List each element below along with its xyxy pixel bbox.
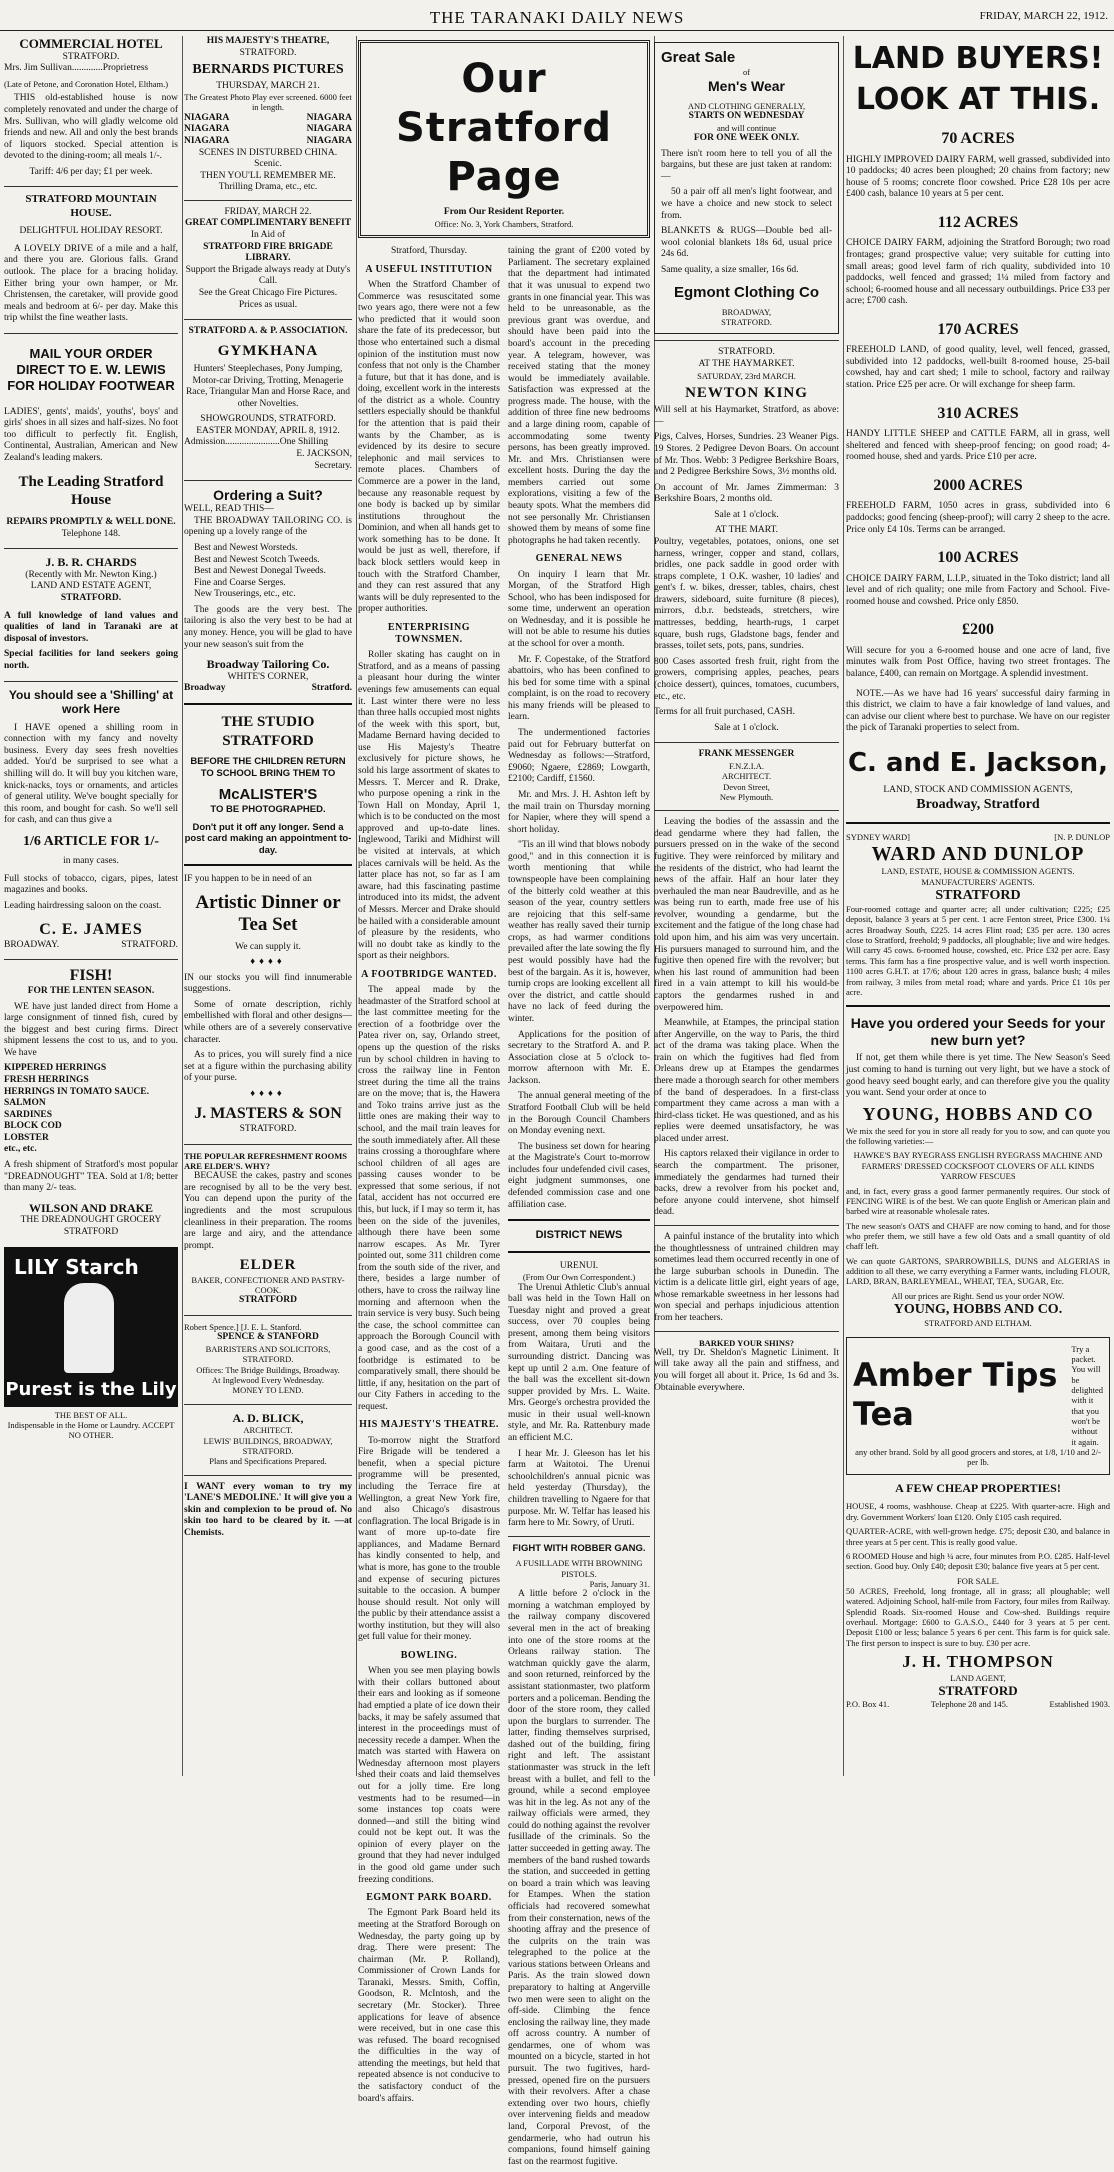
thompson-ad: [846, 1481, 1110, 1710]
headline: BOWLING.: [400, 1650, 458, 1662]
lewis-repairs: REPAIRS PROMPTLY & WELL DONE.: [6, 517, 176, 528]
elder-town: STRATFORD: [239, 1295, 297, 1306]
tips-foot: any other brand. Sold by all good grocers and stores, at 1/8, 1/10 and 2/- per lb.: [855, 1447, 1101, 1468]
jackson-address: Broadway, Stratford: [916, 797, 1040, 813]
article-body: The undermentioned factories paid out for February butterfat on Wednesday as follows:—Stratford, £9060; Ngaere, £2869; Lowgarth, £2100; Cardiff, £1560.: [508, 728, 650, 785]
young-name-footer: YOUNG, HOBBS AND CO.: [893, 1302, 1063, 1318]
masthead: [0, 0, 1114, 31]
lily-slogan: Purest is the Lily: [5, 1378, 177, 1400]
theatre-town: STRATFORD.: [239, 47, 297, 58]
mountain-house-sub: DELIGHTFUL HOLIDAY RESORT.: [19, 226, 163, 237]
thompson-town: STRATFORD: [938, 1683, 1018, 1699]
urenui-heading: URENUI.: [559, 1260, 599, 1271]
headline: A USEFUL INSTITUTION: [365, 263, 493, 275]
shilling-price: 1/6 ARTICLE FOR 1/-: [22, 833, 160, 849]
acres-body: FREEHOLD LAND, of good quality, level, well fenced, grassed, subdivided into 12 paddocks, well-built 8-roomed house, 25-bail cowshed, hay and cart shed; 1 mile to school, factory and railway station. Price £25 per acre. Or will exchange for sheep farm.: [846, 345, 1110, 391]
young-more: and, in fact, every grass a good farmer permanently requires. Our stock of FENCING WIRE is of the best. We can quote English or American plain and barbed wire at reasonable wholesale rates.: [846, 1185, 1110, 1217]
urenui-from: (From Our Own Correspondent.): [522, 1272, 636, 1283]
blick-name: A. D. BLICK,: [232, 1410, 304, 1425]
suit-body2: The goods are the very best. The tailoring is also the very best to be had at any money. Hence, you will be glad to have your new season's suit from the: [184, 604, 352, 650]
elder-ad: [184, 1151, 352, 1307]
newspaper-title: THE TARANAKI DAILY NEWS: [429, 8, 685, 27]
acres-body: FREEHOLD FARM, 1050 acres in grass, subdivided into 6 paddocks; good fencing (sheep-proof); will carry 2 sheep to the acre. Price only £4 10s. Terms can be arranged.: [846, 501, 1110, 535]
suit-corner: WHITE'S CORNER,: [227, 671, 309, 682]
blick-plans: Plans and Specifications Prepared.: [209, 1456, 327, 1467]
fish-item: LOBSTER: [4, 1132, 49, 1143]
article-continued: Meanwhile, at Etampes, the principal station after Angerville, on the way to Paris, the third act of the drama was taking place. When the train on which the fugitives had fled from Orleans drew up at Etampes the gendarmes there made a thorough search for other members of the band of desperadoes. In a first-class compartment they came across a man with a third-class ticket. He was questioned, and as his replies were deemed unsatisfactory, he was placed under arrest.: [654, 1018, 839, 1144]
thompson-role: LAND AGENT,: [950, 1672, 1006, 1683]
lewis-body: LADIES', gents', maids', youths', boys' and girls' shoes in all sizes and half-sizes. No foot too difficult to perfectly fit. English, Continental, Australian, American and New Zealand's leading makers.: [4, 406, 178, 463]
spence-money: MONEY TO LEND.: [232, 1385, 304, 1396]
acres-heading: 112 ACRES: [937, 213, 1019, 231]
price-body: Will secure for you a 6-roomed house and one acre of land, five minutes walk from Post Office, having two street frontages. The balance, £400, can remain on Mortgage. A splendid investment.: [846, 645, 1110, 680]
article-body: The business set down for hearing at the Magistrate's Court to-morrow includes four undefended civil cases, eight judgment summonses, one defended commission case and one affiliation case.: [508, 1141, 650, 1210]
suit-list-item: Best and Newest Scotch Tweeds.: [194, 554, 320, 565]
mountain-house-body: A LOVELY DRIVE of a mile and a half, and there you are. Glorious falls. Grand outlook. The place for a bracing holiday. Either bring your own hamper, or Mr. Christensen, the caretaker, will provide good meals and bedroom at 6/- per day. Make this trip whilst the fine weather lasts.: [4, 243, 178, 324]
king-fruit: 800 Cases assorted fresh fruit, right from the growers, comprising apples, peaches, pears (choice dessert), quinces, tomatoes, cucumbers, etc., etc.: [654, 656, 839, 702]
great-sale-ad: [654, 42, 839, 334]
niagara-label: NIAGARA: [184, 124, 230, 135]
studio-name: McALISTER'S: [218, 785, 318, 803]
benefit-date: FRIDAY, MARCH 22.: [224, 206, 312, 217]
egmont-name: Egmont Clothing Co: [674, 284, 819, 302]
newton-king-ad: [654, 347, 839, 734]
studio-title: THE STUDIO STRATFORD: [221, 713, 315, 749]
issue-date: FRIDAY, MARCH 22, 1912.: [979, 10, 1108, 22]
tailoring-ad: [184, 487, 352, 695]
article-body: The annual general meeting of the Stratford Football Club will be held in the Borough Council Chambers on Monday evening next.: [508, 1091, 650, 1137]
article-body: The appeal made by the headmaster of the Stratford school at the last committee meeting for the erection of a footbridge over the Patea river on, say, Orlando street, opens up the question of the risks run by school children in having to cross the railway line in Fenton street during the time all the trains are on the move; that is, the Hawera and Toko trains arrive just as the little ones are making their way to school, and the mail train leaves for the south immediately after. All these trains crossing a thoroughfare where school children of all ages are passing causes wonder to be expressed that some serious, if not fatal, accident has not occurred ere this, but luck, if I may so term it, has been on the side of the juveniles, although there have been some narrow escapes. As Mr. Tyrer pointed out, some 311 children come from the south side of the river, and there, besides a large number of others, have to cross the railway line morning and afternoon when the train service is very busy. Such being the case, the school committee can approach the Borough Council with a good case, and as the cost of a footbridge is estimated to be comparatively small, there should be little, if any, hesitation on the part of our City Fathers in acceding to the request.: [358, 985, 500, 1412]
king-town: STRATFORD.: [718, 347, 775, 358]
article-body: "Tis an ill wind that blows nobody good," and in this connection it is worth mentioning that while townspeople have been complaining of the bitterly cold weather at this season of the year, country settlers are rejoicing that this self-same weather has really saved their turnip crops, as had warmer conditions prevailed after the late sowing the fly pest would possibly have had the best of the bargain. As it is, however, turnip crops are looking excellent all over the district, and cattle should have no lack of feed during the winter.: [508, 840, 650, 1024]
ward-dunlop-ad: [846, 832, 1110, 998]
elder-top: THE POPULAR REFRESHMENT ROOMS ARE ELDER'S. WHY?: [184, 1150, 348, 1171]
app-association-title: STRATFORD A. & P. ASSOCIATION.: [188, 326, 348, 337]
benefit-brigade: STRATFORD FIRE BRIGADE LIBRARY.: [203, 241, 333, 264]
urenui-body2: I hear Mr. J. Gleeson has let his farm at Waitotoi. The Urenui schoolchildren's annual picnic was held yesterday (Thursday), the children travelling to Ngaere for that purpose. Mr. W. Telfar has leased his farm here to Mr. Sowry, of Uruti.: [508, 1448, 650, 1529]
gymkhana-grounds: SHOWGROUNDS, STRATFORD.: [200, 414, 336, 425]
headline: GENERAL NEWS: [535, 553, 623, 565]
headline: ENTERPRISING TOWNSMEN.: [387, 621, 471, 646]
column-1: [4, 36, 183, 1776]
shilling-title: You should see a 'Shilling' at work Here: [8, 687, 174, 717]
messenger-quals: F.N.Z.I.A.: [729, 760, 764, 771]
king-date: SATURDAY, 23rd MARCH.: [697, 370, 796, 381]
young-hobbs-ad: [846, 1015, 1110, 1328]
suit-list-item: Fine and Coarse Serges.: [194, 577, 286, 588]
elder-body: BECAUSE the cakes, pastry and scones are recognised by all to be the very best. You can depend upon the purity of the ingredients and the most scrupulous cleanliness in their preparation. The rooms are large and airy, and the attendance prompt.: [184, 1171, 352, 1251]
lily-figure-illustration: [64, 1283, 114, 1373]
thrilling-drama: Thrilling Drama, etc., etc.: [218, 182, 318, 193]
jackson-note: NOTE.—As we have had 16 years' successful dairy farming in this district, we claim to have a fair knowledge of land values, and can advise our client where best to purchase. We have on our register the pick of Taranaki properties to select from.: [846, 688, 1110, 734]
headline: A FOOTBRIDGE WANTED.: [361, 968, 497, 980]
chards-ad: [4, 555, 178, 672]
wd-name: WARD AND DUNLOP: [871, 842, 1085, 865]
price-heading: £200: [962, 621, 994, 639]
dinner-prices: As to prices, you will surely find a nice set at a figure within the purchasing ability of your purse.: [184, 1050, 352, 1084]
hotel-proprietress: Mrs. Jim Sullivan.............Proprietress: [4, 63, 149, 74]
chards-body: A full knowledge of land values and qualities of land in Taranaki are at disposal of investors.: [4, 610, 178, 644]
niagara-grid: [184, 113, 352, 148]
headline: HIS MAJESTY'S THEATRE.: [359, 1419, 499, 1431]
article-body: The Egmont Park Board held its meeting at the Stratford Borough on Wednesday, the party going up by drag. There were present: The chairman (Mr. P. Rolland), Commissioner of Crown Lands for Taranaki, Messrs. Smith, Coffin, Goodson, R. McIntosh, and the secretary (Mr. Stocker). Three applications for leave of absence were received, but in one case this was refused. The board recognised the difficulties in the way of attending the meetings, but held that repeated absence is not conducive to the satisfactory conduct of the board's affairs.: [358, 1908, 500, 2104]
king-name: NEWTON KING: [685, 384, 808, 401]
fish-body: WE have just landed direct from Home a large consignment of tinned fish, cured by the biggest and best curing firms. Direct shipment lessens the cost to us, and to you. We have: [4, 1001, 178, 1058]
lewis-title: MAIL YOUR ORDER DIRECT TO E. W. LEWIS FOR HOLIDAY FOOTWEAR: [7, 345, 175, 394]
gymkhana-ad: [184, 326, 352, 472]
article-continued: His captors relaxed their vigilance in order to search the compartment. The prisoner, immediately the gendarmes had turned their backs, drew a revolver from his pocket and, before anyone could intervene, shot himself dead.: [654, 1149, 839, 1218]
lily-foot: Indispensable in the Home or Laundry. ACCEPT NO OTHER.: [7, 1419, 175, 1441]
studio-body: BEFORE THE CHILDREN RETURN TO SCHOOL BRING THEM TO: [190, 756, 346, 780]
shilling-more: Full stocks of tobacco, cigars, pipes, latest magazines and books.: [4, 873, 178, 896]
chards-sub: (Recently with Mr. Newton King.): [25, 569, 157, 580]
fish-ad: [4, 966, 178, 1238]
article-body: Mr. and Mrs. J. H. Ashton left by the mail train on Thursday morning for Napier, where they will spend a short holiday.: [508, 789, 650, 835]
fish-sub: FOR THE LENTEN SEASON.: [27, 985, 155, 996]
article-body: To-morrow night the Stratford Fire Brigade will be tendered a benefit, when a special picture programme will be presented, including the Terrace fire at Wellington, a great New York fire, and also Chicago's disastrous conflagration. The local Brigade is in want of more up-to-date fire appliances, and Madame Bernard has kindly consented to help, and what is more, has gone to the trouble and expense of securing pictures suitable to the occasion. A bumper house should result. Not only will the public by their attendance assist a worthy institution, but they will also get full value for their money.: [358, 1435, 500, 1643]
suit-list-item: New Trouserings, etc., etc.: [194, 589, 296, 600]
acres-heading: 2000 ACRES: [933, 476, 1023, 494]
lily-title: LILY Starch: [14, 1254, 139, 1279]
suit-list-item: Best and Newest Donegal Tweeds.: [194, 566, 326, 577]
fish-item: KIPPERED HERRINGS: [4, 1063, 107, 1074]
acres-body: HIGHLY IMPROVED DAIRY FARM, well grassed, subdivided into 10 paddocks; 40 acres been ploughed; 20 chains from factory; new house of 5 rooms; concrete floor cowshed. Price £28 10s per acre £400 cash, balance 10 years at 5 per cent.: [846, 154, 1110, 200]
messenger-ad: [654, 749, 839, 802]
cheap-item: 50 ACRES, Freehold, long frontage, all in grass; all ploughable; well watered. Adjoining School, half-mile from Factory, four miles from Railway. Splendid Roads. Six-roomed House and Cow-shed. Buildings require overhaul. Mortgage: £600 to G.A.S.O., £440 for 3 years at 5 per cent. Deposit £100 or less; balance 5 years 6 per cent. This farm is for quick sale. The first person to inspect is sure to buy. £30 per acre.: [846, 1585, 1110, 1648]
tips-side: Try a packet. You will be delighted with it that you won't be without it again.: [1071, 1343, 1104, 1447]
cheap-item: HOUSE, 4 rooms, washhouse. Cheap at £225. With quarter-acre. High and dry. Government Workers' loan £120. Only £105 cash required.: [846, 1501, 1110, 1522]
for-sale: FOR SALE.: [956, 1575, 1000, 1586]
article-continued: Leaving the bodies of the assassin and the dead gendarme where they had fallen, the pursuers pressed on in the wake of the second fugitive. They were reinforced by military and the residents of the district, who had learnt the news of the affair. Half an hour later they overhauled the man near Baudreville, and as he was being run to earth, made free use of his revolver, wounding a gendarme, but the excitement and the fatigue of the long chase had told upon him, and his aim was very uncertain. His pursuers managed to surround him, and the fugitive then opened fire with the revolver; but when his last round of ammunition had been fired in a vain attempt to kill his would-be captors the gendarmes rushed in and overpowered him.: [654, 817, 839, 1013]
acres-heading: 70 ACRES: [941, 130, 1015, 147]
suit-body: THE BROADWAY TAILORING CO. is opening up a lovely range of the: [184, 515, 352, 538]
messenger-town: New Plymouth.: [719, 791, 774, 802]
sale-mens-wear: Men's Wear: [708, 77, 785, 94]
spence-names: Robert Spence.] [J. E. L. Stanford.: [184, 1321, 302, 1332]
drake-sub: THE DREADNOUGHT GROCERY: [20, 1215, 162, 1226]
scenic: Scenic.: [254, 159, 282, 170]
banner-title: Our Stratford Page: [395, 56, 612, 200]
young-varieties: HAWKE'S BAY RYEGRASS ENGLISH RYEGRASS MACHINE AND FARMERS' DRESSED COCKSFOOT CLOVERS OF ALL KINDS YARROW FESCUES: [853, 1150, 1103, 1182]
mountain-house-ad: [4, 193, 178, 324]
lewis-house: The Leading Stratford House: [18, 473, 164, 508]
wd-body: Four-roomed cottage and quarter acre; all under cultivation; £225; £25 deposit, balance 3 years at 5 per cent. 1 acre Fenton street, Price £300. 1¼ acres Broadway South, £225. 14 acres Flint road; £35 per acre. 130 acres close to Stratford, freehold; 9 paddocks, all ploughable; live and wire hedges. Will carry 45 cows. 6-roomed house, cowshed, etc. Price £32 per acre. Easy terms. This farm has a fine prospective value, and is well worth inspection. 1100 acres G.H.T. at 17/6; about 120 acres in grass, balance bush; 4 miles from railway, 3 miles from metal road; whare and yards. Price £1 10s per acre.: [846, 904, 1110, 997]
hotel-town: STRATFORD.: [62, 51, 120, 62]
dinner-set-ad: IF you happen to be in need of an Artistic Dinner or Tea Set We can supply it. ♦♦♦♦ IN our stocks you will find innumerable suggestions. Some of ornate description, richly embellished with floral and other designs—while others are of a severely conservative character. As to prices, you will surely find a nice set at a figure within the purchasing ability of your purse. ♦♦♦♦ J. MASTERS & SON STRATFORD.: [184, 874, 352, 1134]
barked-title: BARKED YOUR SHINS?: [698, 1337, 795, 1348]
chards-title: J. B. R. CHARDS: [45, 555, 137, 570]
gymkhana-secretary-role: Secretary.: [314, 460, 352, 471]
gymkhana-date: EASTER MONDAY, APRIL 8, 1912.: [196, 425, 340, 436]
article-body: When you see men playing bowls with their collars buttoned about their ears and looking as if someone had emptied a plate of ice down their backs, it may be safely assumed that interest in the proceedings must of necessity recede a damper. When the match was started with Hawera on Wednesday afternoon most players shed their coats and laid themselves out for a jolly time. Ere long vestments had to be resumed—in some instances top coats were donned—and still the biting wind could not be kept out. It was the opinion of every player on the ground that they had never indulged in the good old game under such freezing conditions.: [358, 1666, 500, 1885]
bernards-title: BERNARDS PICTURES: [192, 62, 344, 78]
column-4: [654, 36, 844, 1776]
suit-town: Stratford.: [311, 683, 352, 694]
fish-title: FISH!: [69, 967, 113, 985]
sale-sub: AND CLOTHING GENERALLY,: [687, 100, 806, 111]
niagara-label: NIAGARA: [306, 124, 352, 135]
mountain-house-title: STRATFORD MOUNTAIN HOUSE.: [25, 193, 157, 219]
acres-body: CHOICE DAIRY FARM, adjoining the Stratford Borough; two road frontages; grand prospective value; very suitable for cutting into small areas; good level farm of rich quality, subdivided into 10 paddocks, well fenced and grassed; 1¼ miled from factory and school; 6-roomed house and all necessary outbuildings. Price £33 per acre; £700 cash.: [846, 238, 1110, 307]
theatre-title: HIS MAJESTY'S THEATRE,: [206, 36, 330, 46]
benefit-support: Support the Brigade always ready at Duty's Call.: [185, 264, 351, 287]
tips-title: Amber Tips Tea: [853, 1356, 1058, 1434]
chards-town: STRATFORD.: [60, 593, 122, 604]
article-body: A painful instance of the brutality into which the thoughtlessness of untrained children may sometimes lead them occurred recently in one of the large suburban schools in Dunedin. The victim is a delicate little girl, eight years of age, whose remarkable sweetness in her lessons had won special and perhaps injudicious attention from her teachers.: [654, 1231, 839, 1323]
hotel-late-of: (Late of Petone, and Coronation Hotel, Eltham.): [4, 79, 169, 90]
elder-sub: BAKER, CONFECTIONER AND PASTRY-COOK.: [191, 1274, 345, 1295]
king-zimmerman: On account of Mr. James Zimmerman: 3 Berkshire Boars, 2 months old.: [654, 482, 839, 505]
wd-role: LAND, ESTATE, HOUSE & COMMISSION AGENTS. MANUFACTURERS' AGENTS.: [881, 866, 1075, 887]
sale-body2: 50 a pair off all men's light footwear, and we have a choice and new stock to select from.: [661, 187, 832, 221]
thompson-box: P.O. Box 41.: [846, 1699, 890, 1710]
sale-starts: STARTS ON WEDNESDAY: [688, 111, 805, 122]
land-buyers-title: LAND BUYERS!: [852, 41, 1104, 76]
messenger-name: FRANK MESSENGER: [698, 749, 795, 760]
sale-body: There isn't room here to tell you of all the bargains, but these are just taken at random:—: [661, 148, 832, 182]
jackson-name: C. and E. Jackson,: [847, 747, 1109, 778]
thompson-tel: Telephone 28 and 145.: [930, 1699, 1009, 1710]
shilling-room-ad: [4, 688, 178, 952]
dinner-body: Some of ornate description, richly embellished with floral and other designs—while others are of a severely conservative character.: [184, 999, 352, 1045]
bernards-pictures-ad: [184, 36, 352, 311]
suit-broadway: Broadway: [184, 683, 226, 694]
studio-ad: [184, 713, 352, 856]
article-body: Applications for the position of secretary to the Stratford A. and P. Association close at 5 o'clock to-morrow afternoon with Mr. E. Jackson.: [508, 1029, 650, 1086]
messenger-street: Devon Street,: [723, 781, 770, 792]
fish-item: FRESH HERRINGS: [4, 1075, 89, 1085]
egmont-street: BROADWAY,: [721, 306, 772, 317]
news-left: [358, 246, 500, 2172]
gymkhana-secretary: E. JACKSON,: [296, 449, 352, 460]
district-news-heading: DISTRICT NEWS: [535, 1229, 623, 1242]
sale-title: Great Sale: [661, 49, 736, 66]
robber-sub: A FUSILLADE WITH BROWNING PISTOLS.: [515, 1558, 643, 1579]
cheap-item: QUARTER-ACRE, with well-grown hedge. £75; deposit £30, and balance in three years at 5 per cent. This is really good value.: [846, 1526, 1110, 1547]
james-street: BROADWAY.: [4, 939, 60, 950]
young-name: YOUNG, HOBBS AND CO: [862, 1103, 1094, 1124]
benefit-prices: Prices as usual.: [238, 299, 298, 310]
acres-heading: 100 ACRES: [937, 549, 1019, 567]
benefit-in-aid: In Aid of: [250, 230, 286, 241]
wd-town: STRATFORD: [935, 887, 1021, 903]
robber-title: FIGHT WITH ROBBER GANG.: [512, 1542, 646, 1554]
young-guano: We can quote GARTONS, SPARROWBILLS, DUNS and ALGERIAS in addition to all these, we carry everything a Farmer wants, including FLOUR, LARD, BRAN, BARLEYMEAL, WHEAT, TEA, SUGAR, Etc.: [846, 1255, 1110, 1287]
spence-inglewood: At Inglewood Every Wednesday.: [212, 1374, 324, 1385]
elder-name: ELDER: [239, 1257, 297, 1274]
dateline: Stratford, Thursday.: [391, 246, 467, 257]
niagara-label: NIAGARA: [184, 112, 230, 123]
king-sale-time: Sale at 1 o'clock.: [714, 722, 779, 733]
spence-office: Offices: The Bridge Buildings, Broadway.: [196, 1364, 340, 1375]
suit-list-item: Best and Newest Worsteds.: [194, 542, 298, 553]
fish-item: etc., etc.: [4, 1144, 37, 1155]
thompson-est: Established 1903.: [1049, 1699, 1110, 1710]
king-mart-body: Poultry, vegetables, potatoes, onions, one set harness, wringer, copper and stand, collars, bridles, one pack saddle in good order with straps complete, 1 O.K. washer, 10 ladies' and gent's f. w. bikes, dresser, tables, chairs, chest drawers, sideboard, suite furniture (8 pieces), mirrors, d.b.r. bedsteads, stretchers, wire mattresses, bedding, hearth-rugs, 1 carpet square, bush rugs, Gladstone bags, fender and brasses, toilet sets, pots, pans, sundries.: [654, 537, 839, 652]
young-prices: All our prices are Right. Send us your order NOW.: [891, 1290, 1065, 1301]
robber-date: Paris, January 31.: [589, 1578, 650, 1589]
young-mix: We mix the seed for you in store all ready for you to sow, and can quote you the following varieties:—: [846, 1125, 1110, 1147]
drake-name: WILSON AND DRAKE: [28, 1200, 154, 1215]
dinner-stocks: IN our stocks you will find innumerable suggestions.: [184, 972, 352, 995]
hotel-tariff: Tariff: 4/6 per day; £1 per week.: [29, 166, 153, 177]
barked-body: Well, try Dr. Sheldon's Magnetic Liniment. It will take away all the pain and stiffness, and you will forget all about it. Price, 1s 6d and 3s. Obtainable everywhere.: [654, 1347, 839, 1393]
china-scenes: SCENES IN DISTURBED CHINA.: [198, 147, 338, 158]
acres-body: HANDY LITTLE SHEEP and CATTLE FARM, all in grass, well sheltered and fenced with sheep-proof fencing; on good road; 4-roomed house, shed and yards. Price £10 per acre.: [846, 429, 1110, 463]
acres-body: CHOICE DAIRY FARM, L.I.P., situated in the Toko district; land all level and of rich quality; one mile from Factory and School. Five-roomed house and cowshed. Price only £850.: [846, 573, 1110, 607]
lily-best: THE BEST OF ALL.: [54, 1409, 128, 1420]
urenui-body: The Urenui Athletic Club's annual ball was held in the Town Hall on Tuesday night and proved a great success, over 70 couples being present, among them being visitors from Waitara, Uruti and the surrounding district. Dancing was kept up until 2 a.m. One feature of the ball was the excellent sit-down supper provided by Mrs. L. Waite. Mrs. George's orchestra provided the music in their usual well-known style, and Mr. Ra. Rattenbury made an efficient M.C.: [508, 1282, 650, 1444]
king-mart: AT THE MART.: [714, 525, 779, 536]
james-town: STRATFORD.: [121, 939, 178, 950]
fish-item: SARDINES: [4, 1109, 53, 1120]
fish-item: SALMON: [4, 1098, 46, 1109]
acres-heading: 170 ACRES: [937, 320, 1019, 338]
masters-name: J. MASTERS & SON: [194, 1105, 342, 1123]
niagara-label: NIAGARA: [306, 112, 352, 123]
king-will: Will sell at his Haymarket, Stratford, as above:—: [654, 405, 839, 427]
gymkhana-title: GYMKHANA: [217, 342, 319, 359]
suit-well: WELL, READ THIS—: [184, 504, 274, 515]
article-body: Roller skating has caught on in Stratford, and as a means of passing a pleasant hour during the winter evenings few amusements can equal it. Last winter there were no less than three halls occupied most nights of the week with this sport, but, Madame Bernard having decided to use His Majesty's Theatre exclusively for picture shows, he sold his large assortment of skates to Messrs. T. Mercer and R. Drake, who purpose opening a rink in the Town Hall on Monday, April 1, which is to be conducted on the most approved and up-to-date lines. Inglewood, Tariki and Midhirst will be visited at intervals, at which places carnivals will be held. As the latter place has not, so far as I am aware, had this fascinating pastime introduced into its midst, the advent of Messrs. Mercer and Drake should be hailed with a considerable amount of pleasure by the residents, who will no doubt take as kindly to the sport as their neighbors.: [358, 650, 500, 962]
spence-role: BARRISTERS AND SOLICITORS, STRATFORD.: [205, 1343, 331, 1365]
young-oats: The new season's OATS and CHAFF are now coming to hand, and for those who prefer them, we still have a few old Oats and a small quantity of old chaff left.: [846, 1220, 1110, 1252]
banner-office: Office: No. 3, York Chambers, Stratford.: [434, 218, 574, 229]
king-sale-time: Sale at 1 o'clock.: [714, 509, 779, 520]
king-list: Pigs, Calves, Horses, Sundries. 23 Weaner Pigs. 19 Stores. 2 Pedigree Devon Boars. On account of Mr. Thos. Webb: 3 Pedigree Berkshire Boars, and 2 Pedigree Berkshire Sows, 3½ months old.: [654, 432, 839, 478]
land-look-title: LOOK AT THIS.: [855, 81, 1101, 117]
blick-role: ARCHITECT.: [243, 1425, 293, 1436]
shilling-cases: in many cases.: [63, 856, 119, 867]
article-body: Mr. F. Copestake, of the Stratford abattoirs, who has been confined to his bed for some time with a spinal complaint, is on the road to recovery his many friends will be pleased to learn.: [508, 654, 650, 723]
young-town: STRATFORD AND ELTHAM.: [924, 1318, 1032, 1329]
cheap-title: A FEW CHEAP PROPERTIES!: [895, 1480, 1061, 1495]
studio-photo: TO BE PHOTOGRAPHED.: [210, 803, 326, 815]
headline: EGMONT PARK BOARD.: [366, 1892, 492, 1904]
niagara-label: NIAGARA: [306, 136, 352, 146]
shilling-body: I HAVE opened a shilling room in connection with my fancy and novelty business. Every day sees fresh novelties added. You'd be surprised to see what a shilling will do. It will buy you kitchen ware, knick-nacks, toys or ornaments, and articles of general utility. We've bought specially for this room, and bought for cash. So we'll sell for cash, and can thus give a: [4, 722, 178, 826]
suit-title: Ordering a Suit?: [213, 487, 323, 504]
fish-item: HERRINGS IN TOMATO SAUCE.: [4, 1086, 149, 1097]
sale-of: of: [742, 67, 751, 78]
sale-blankets: BLANKETS & RUGS—Double bed all-wool colonial blankets 18s 6d, usual price 24s 6d.: [661, 226, 832, 260]
chards-special: Special facilities for land seekers going north.: [4, 649, 178, 671]
lily-starch-ad: [4, 1247, 178, 1407]
remember-me: THEN YOU'LL REMEMBER ME.: [200, 170, 336, 181]
dinner-intro: IF you happen to be in need of an: [184, 874, 312, 885]
sale-continue: and will continue: [716, 122, 776, 133]
news-right: [508, 246, 650, 2172]
cheap-item: 6 ROOMED House and high ¼ acre, four minutes from P.O. £285. Half-level section. Good buy. Only £40; deposit £30; balance five years at 5 per cent.: [846, 1550, 1110, 1572]
spence-firm: SPENCE & STANFORD: [217, 1332, 319, 1343]
studio-cta: Don't put it off any longer. Send a post card making an appointment to-day.: [184, 821, 352, 856]
amber-tips-ad: [846, 1337, 1110, 1475]
jackson-role: LAND, STOCK AND COMMISSION AGENTS,: [883, 784, 1073, 795]
fish-item: BLOCK COD: [4, 1121, 62, 1132]
suit-company: Broadway Tailoring Co.: [206, 657, 330, 672]
thompson-name: J. H. THOMPSON: [902, 1652, 1054, 1672]
chards-role: LAND AND ESTATE AGENT,: [30, 581, 152, 592]
sale-singlets: Same quality, a size smaller, 16s 6d.: [661, 264, 799, 275]
commercial-hotel-ad: [4, 36, 178, 178]
article-body: When the Stratford Chamber of Commerce was resuscitated some two years ago, there were not a few who predicted that it would soon share the fate of its predecessor, but those who entertained such a dismal opinion of the institution must now confess that not only is the Chamber a future, but that it has done, and is doing, excellent work in the interests of the district as a whole. Country settlers especially should be thankful for the attention that is paid their wants by the Chamber, as is evidenced by its desire to secure telephonic and mail services to remote places. Chambers of Commerce are a power in the land, because any reasonable request by one body is backed up by similar institutions throughout the Dominion, and when all hands get to work something has to be done. It would be just as well, therefore, if back block settlers would keep in touch with the Stratford Chamber, and they can rest assured that any wants will be duly represented to the proper authorities.: [358, 280, 500, 615]
hotel-title: COMMERCIAL HOTEL: [19, 36, 163, 51]
lewis-footwear-ad: [4, 346, 178, 540]
masters-town: STRATFORD.: [239, 1123, 297, 1134]
column-3-stratford-page: [358, 36, 655, 2167]
fish-list: [4, 1063, 178, 1156]
seeds-body: If not, get them while there is yet time. The New Season's Seed just coming to hand is turning out very light, but we have a stock of good heavy seed bought early, and can therefore give you the quality you want. Send your order at once to: [846, 1053, 1110, 1099]
messenger-role: ARCHITECT.: [721, 771, 772, 782]
wd-right: [N. P. DUNLOP: [1054, 831, 1110, 842]
bernards-body: The Greatest Photo Play ever screened. 6000 feet in length.: [184, 92, 352, 113]
dinner-supply: We can supply it.: [235, 941, 301, 952]
king-terms: Terms for all fruit purchased, CASH.: [654, 707, 796, 718]
bernards-date: THURSDAY, MARCH 21.: [216, 80, 320, 91]
james-name: C. E. JAMES: [39, 921, 143, 939]
lewis-phone: Telephone 148.: [61, 528, 121, 539]
seeds-title: Have you ordered your Seeds for your new burn yet?: [850, 1015, 1106, 1049]
niagara-label: NIAGARA: [184, 136, 230, 146]
benefit-see: See the Great Chicago Fire Pictures.: [198, 287, 338, 298]
spence-stanford-ad: [184, 1322, 352, 1396]
suit-list: [194, 543, 352, 601]
wd-left: SYDNEY WARD]: [846, 831, 910, 842]
stratford-page-banner: [358, 40, 650, 238]
medoline-ad: I WANT every woman to try my 'LANE'S MEDOLINE.' It will give you a skin and complexion to be proud of. No skin too hard to be cleared by it. —at Chemists.: [184, 1481, 352, 1538]
article-body: taining the grant of £200 voted by Parliament. The secretary explained that the department had intimated that it was unusual to expend two grants in one financial year. This was held to be unreasonable, as the previous grant was overdue, and should have been paid into the board's account in the preceding year. A telegram, however, was received stating that the money would be immediately available. Satisfaction was expressed at the progress made. The house, with the addition of three fine new bedrooms and a large dining room, capable of accommodating some twenty persons, has been greatly improved. Mr. and Mrs. Christiansen were excellent hosts. During the day the members carried out some explorations, visiting a few of the beauty spots. What the members did not see personally Mr. Christiansen showed them by means of some fine photographs he had taken recently.: [508, 246, 650, 546]
gymkhana-body: Hunters' Steeplechases, Pony Jumping, Motor-car Driving, Trotting, Menagerie Race, Triangular Man and Horse Race, and other Novelties.: [185, 363, 351, 409]
stratford-news-columns: [358, 246, 650, 2172]
hotel-body: THIS old-established house is now completely renovated and under the charge of Mrs. Sullivan, who will gladly welcome old friends and new. All and only the best brands of liquors stocked. Special attention is devoted to the dining-room; all meals 1/-.: [4, 93, 178, 162]
blick-building: LEWIS' BUILDINGS, BROADWAY, STRATFORD.: [203, 1435, 333, 1456]
sale-week: FOR ONE WEEK ONLY.: [693, 133, 800, 144]
robber-body: A little before 2 o'clock in the morning a watchman employed by the railway company discovered several men in the act of breaking into one of the store rooms at the Orleans railway station. The watchman quickly gave the alarm, and soon returned, reinforced by the assistant stationmaster, two platform porters and a policeman. Bending the door of the store room, they called upon the burglars to surrender. The latter, finding themselves surprised, dashed out of the building, firing right and left. The assistant stationmaster was struck in the left breast with a bullet, and fell to the ground, while a second employee was hit in the leg. As not any of the railway officials were armed, they could do nothing against the revolver fusillade of the criminals. So the latter succeeded in getting away. The members of the band rushed towards the station, and succeeded in getting on board a train which was leaving for Etampes. When the station officials had recovered somewhat from their consternation, news of the shooting affray and the presence of the culprits on the train was telegraphed to the police at the various stations between Orleans and Paris. As the train slowed down preparatory to halting at Angerville two men were seen to alight on the off-side. Climbing the fence enclosing the railway line, they made off across country. A number of gendarmes, one of whom was mounted on a bicycle, started in hot pursuit. The two fugitives, hard-pressed, opened fire on the pursuers with their revolvers. After a chase extending over two hours, chiefly over intervening fields and meadow land, Corporal Prevost, of the gendarmerie, who had outrun his companions, found himself gaining fast on the rearmost fugitive.: [508, 1589, 650, 2167]
king-at: AT THE HAYMARKET.: [698, 358, 795, 369]
column-2: [184, 36, 357, 1776]
article-body: On inquiry I learn that Mr. Morgan, of the Stratford High School, who has been indisposed for some time, underwent an operation on Wednesday, and it is possible he will not be able to resume his duties at the school for over a month.: [508, 569, 650, 650]
shilling-saloon: Leading hairdressing saloon on the coast.: [4, 900, 162, 911]
column-5: [846, 36, 1110, 1776]
banner-reporter: From Our Resident Reporter.: [443, 207, 565, 218]
blick-ad: [184, 1411, 352, 1467]
drake-town: STRATFORD: [63, 1226, 119, 1237]
egmont-town: STRATFORD.: [721, 317, 772, 328]
gymkhana-admission: Admission.......................One Shilling: [184, 437, 329, 448]
fish-tea: A fresh shipment of Stratford's most popular "DREADNOUGHT" TEA. Sold at 1/8; better than many 2/- teas.: [4, 1160, 178, 1194]
benefit-title: GREAT COMPLIMENTARY BENEFIT: [184, 218, 352, 229]
dinner-title: Artistic Dinner or Tea Set: [195, 891, 341, 935]
acres-heading: 310 ACRES: [937, 404, 1019, 422]
